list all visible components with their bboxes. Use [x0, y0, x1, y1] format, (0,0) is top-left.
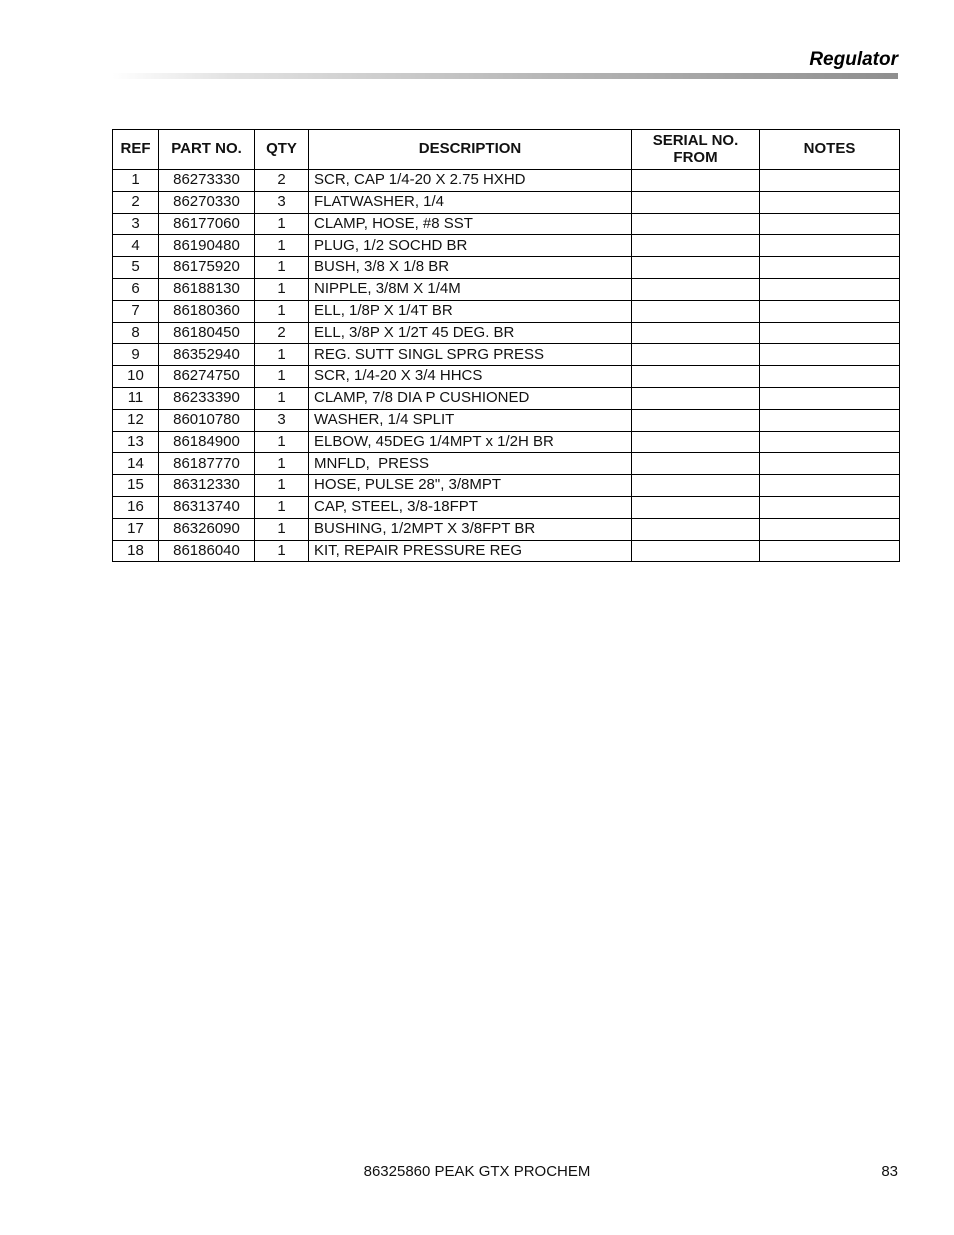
footer-document-title: 86325860 PEAK GTX PROCHEM — [363, 1163, 591, 1180]
cell-part-no: 86273330 — [159, 170, 255, 192]
cell-qty: 1 — [255, 235, 309, 257]
table-row — [113, 540, 900, 562]
cell-qty: 1 — [255, 366, 309, 388]
table-row — [113, 322, 900, 344]
cell-qty: 1 — [255, 475, 309, 497]
cell-serial-from — [632, 257, 760, 279]
cell-ref: 18 — [113, 540, 159, 562]
cell-description: SCR, CAP 1/4-20 X 2.75 HXHD — [309, 170, 632, 192]
cell-part-no: 86326090 — [159, 518, 255, 540]
cell-qty: 1 — [255, 453, 309, 475]
cell-notes — [760, 170, 900, 192]
cell-notes — [760, 496, 900, 518]
table-row — [113, 431, 900, 453]
cell-description: FLATWASHER, 1/4 — [309, 191, 632, 213]
cell-ref: 14 — [113, 453, 159, 475]
cell-notes — [760, 431, 900, 453]
cell-serial-from — [632, 300, 760, 322]
cell-serial-from — [632, 278, 760, 300]
cell-description: CAP, STEEL, 3/8-18FPT — [309, 496, 632, 518]
cell-notes — [760, 300, 900, 322]
cell-part-no: 86180360 — [159, 300, 255, 322]
cell-description: REG. SUTT SINGL SPRG PRESS — [309, 344, 632, 366]
table-row — [113, 191, 900, 213]
cell-qty: 1 — [255, 518, 309, 540]
cell-serial-from — [632, 475, 760, 497]
cell-qty: 1 — [255, 300, 309, 322]
column-header-serial-no-line1: SERIAL NO. — [652, 132, 739, 149]
column-header-ref: REF — [113, 130, 159, 170]
cell-qty: 3 — [255, 191, 309, 213]
table-row — [113, 278, 900, 300]
cell-qty: 2 — [255, 322, 309, 344]
cell-description: ELBOW, 45DEG 1/4MPT x 1/2H BR — [309, 431, 632, 453]
cell-serial-from — [632, 322, 760, 344]
cell-qty: 1 — [255, 344, 309, 366]
cell-notes — [760, 191, 900, 213]
cell-part-no: 86175920 — [159, 257, 255, 279]
cell-ref: 16 — [113, 496, 159, 518]
cell-qty: 1 — [255, 496, 309, 518]
column-header-description: DESCRIPTION — [309, 130, 632, 170]
parts-table — [112, 129, 900, 562]
cell-serial-from — [632, 496, 760, 518]
cell-qty: 2 — [255, 170, 309, 192]
cell-notes — [760, 475, 900, 497]
cell-notes — [760, 213, 900, 235]
cell-part-no: 86188130 — [159, 278, 255, 300]
cell-part-no: 86177060 — [159, 213, 255, 235]
table-row — [113, 213, 900, 235]
table-row — [113, 475, 900, 497]
cell-notes — [760, 344, 900, 366]
column-header-part-no: PART NO. — [159, 130, 255, 170]
cell-serial-from — [632, 540, 760, 562]
cell-description: WASHER, 1/4 SPLIT — [309, 409, 632, 431]
cell-description: CLAMP, HOSE, #8 SST — [309, 213, 632, 235]
cell-ref: 4 — [113, 235, 159, 257]
section-title: Regulator — [809, 49, 898, 70]
cell-notes — [760, 257, 900, 279]
cell-part-no: 86010780 — [159, 409, 255, 431]
cell-serial-from — [632, 387, 760, 409]
table-row — [113, 366, 900, 388]
cell-description: BUSHING, 1/2MPT X 3/8FPT BR — [309, 518, 632, 540]
cell-description: ELL, 1/8P X 1/4T BR — [309, 300, 632, 322]
cell-description: SCR, 1/4-20 X 3/4 HHCS — [309, 366, 632, 388]
table-row — [113, 409, 900, 431]
cell-notes — [760, 322, 900, 344]
cell-description: CLAMP, 7/8 DIA P CUSHIONED — [309, 387, 632, 409]
cell-description: KIT, REPAIR PRESSURE REG — [309, 540, 632, 562]
cell-notes — [760, 518, 900, 540]
cell-description: HOSE, PULSE 28", 3/8MPT — [309, 475, 632, 497]
cell-ref: 1 — [113, 170, 159, 192]
cell-serial-from — [632, 366, 760, 388]
cell-ref: 5 — [113, 257, 159, 279]
cell-qty: 3 — [255, 409, 309, 431]
page-number: 83 — [881, 1163, 898, 1180]
cell-description: PLUG, 1/2 SOCHD BR — [309, 235, 632, 257]
cell-part-no: 86312330 — [159, 475, 255, 497]
cell-part-no: 86187770 — [159, 453, 255, 475]
column-header-serial-no — [632, 130, 760, 170]
cell-ref: 6 — [113, 278, 159, 300]
table-row — [113, 257, 900, 279]
column-header-notes: NOTES — [760, 130, 900, 170]
cell-part-no: 86184900 — [159, 431, 255, 453]
table-header-row — [113, 130, 900, 170]
cell-part-no: 86190480 — [159, 235, 255, 257]
cell-ref: 8 — [113, 322, 159, 344]
cell-notes — [760, 540, 900, 562]
cell-part-no: 86180450 — [159, 322, 255, 344]
cell-part-no: 86186040 — [159, 540, 255, 562]
cell-ref: 13 — [113, 431, 159, 453]
cell-qty: 1 — [255, 213, 309, 235]
cell-notes — [760, 409, 900, 431]
column-header-serial-no-line2: FROM — [673, 148, 718, 166]
cell-qty: 1 — [255, 257, 309, 279]
cell-serial-from — [632, 518, 760, 540]
cell-ref: 9 — [113, 344, 159, 366]
cell-description: ELL, 3/8P X 1/2T 45 DEG. BR — [309, 322, 632, 344]
cell-serial-from — [632, 170, 760, 192]
cell-ref: 10 — [113, 366, 159, 388]
cell-qty: 1 — [255, 431, 309, 453]
cell-notes — [760, 278, 900, 300]
cell-description: NIPPLE, 3/8M X 1/4M — [309, 278, 632, 300]
cell-part-no: 86313740 — [159, 496, 255, 518]
cell-serial-from — [632, 213, 760, 235]
cell-ref: 15 — [113, 475, 159, 497]
table-row — [113, 496, 900, 518]
cell-qty: 1 — [255, 540, 309, 562]
table-row — [113, 518, 900, 540]
cell-serial-from — [632, 344, 760, 366]
cell-part-no: 86270330 — [159, 191, 255, 213]
cell-ref: 2 — [113, 191, 159, 213]
cell-serial-from — [632, 431, 760, 453]
cell-serial-from — [632, 235, 760, 257]
table-row — [113, 170, 900, 192]
table-row — [113, 300, 900, 322]
table-row — [113, 387, 900, 409]
table-row — [113, 453, 900, 475]
cell-ref: 3 — [113, 213, 159, 235]
cell-ref: 7 — [113, 300, 159, 322]
cell-serial-from — [632, 409, 760, 431]
cell-part-no: 86352940 — [159, 344, 255, 366]
cell-part-no: 86274750 — [159, 366, 255, 388]
cell-notes — [760, 235, 900, 257]
cell-qty: 1 — [255, 387, 309, 409]
table-row — [113, 235, 900, 257]
column-header-qty: QTY — [255, 130, 309, 170]
cell-serial-from — [632, 191, 760, 213]
cell-notes — [760, 453, 900, 475]
cell-ref: 12 — [113, 409, 159, 431]
parts-table-body — [113, 170, 900, 562]
cell-serial-from — [632, 453, 760, 475]
cell-ref: 17 — [113, 518, 159, 540]
table-row — [113, 344, 900, 366]
title-rule — [112, 73, 898, 79]
cell-part-no: 86233390 — [159, 387, 255, 409]
cell-qty: 1 — [255, 278, 309, 300]
cell-notes — [760, 366, 900, 388]
cell-ref: 11 — [113, 387, 159, 409]
cell-description: MNFLD, PRESS — [309, 453, 632, 475]
cell-description: BUSH, 3/8 X 1/8 BR — [309, 257, 632, 279]
cell-notes — [760, 387, 900, 409]
